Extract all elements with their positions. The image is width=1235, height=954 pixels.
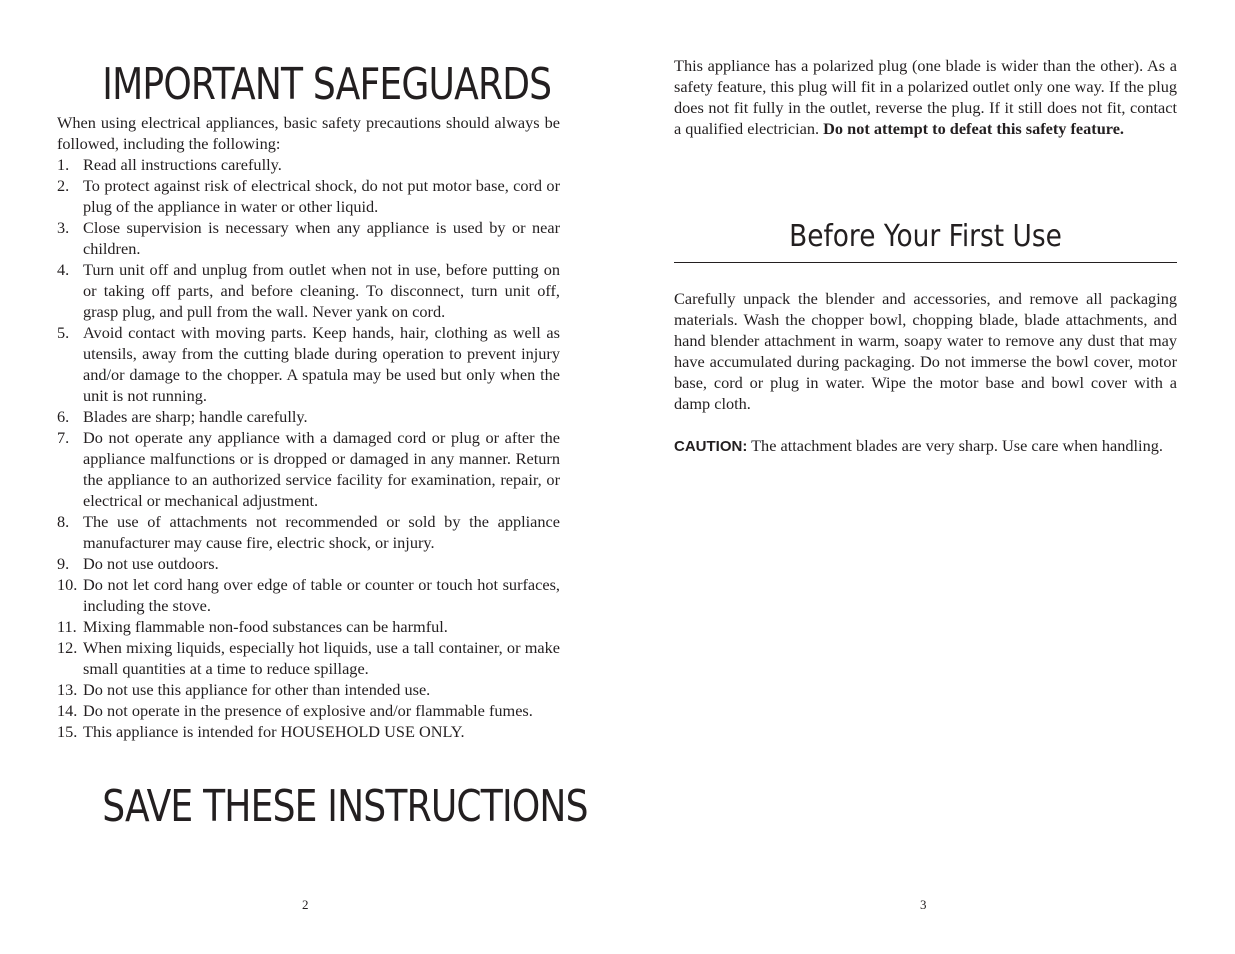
- item-number: 2.: [57, 176, 70, 195]
- caution-label: CAUTION:: [674, 438, 748, 455]
- list-item: [57, 574, 560, 616]
- section-title: Before Your First Use: [789, 219, 1062, 254]
- list-item: [57, 175, 560, 217]
- list-item: [57, 154, 560, 175]
- list-item: [57, 637, 560, 679]
- polarized-plug-paragraph: [674, 55, 1177, 139]
- item-number: 14.: [57, 701, 78, 720]
- item-number: 3.: [57, 218, 70, 237]
- list-item: [57, 700, 560, 721]
- list-item: [57, 217, 560, 259]
- list-item: [57, 721, 560, 742]
- unpack-paragraph: Carefully unpack the blender and accessories, and remove all packaging materials. Wash the chopper bowl, chopping blade, blade attachments, and hand blender attachment in warm, soapy water to remove any dust that may have accumulated during packaging. Do not immerse the bowl cover, motor base, cord or plug in water. Wipe the motor base and bowl cover with a damp cloth.: [674, 289, 1177, 413]
- plug-text: This appliance has a polarized plug (one blade is wider than the other). As a safety feature, this plug will fit in a polarized outlet only one way. If the plug does not fit fully in the outlet, reverse the plug. If it still does not fit, contact a qualified electrician.: [674, 56, 1177, 138]
- item-text: Blades are sharp; handle carefully.: [83, 407, 308, 426]
- item-number: 5.: [57, 323, 70, 342]
- item-text: Do not operate in the presence of explosive and/or flammable fumes.: [83, 701, 533, 720]
- item-number: 15.: [57, 722, 78, 741]
- item-text: Close supervision is necessary when any appliance is used by or near children.: [83, 218, 560, 258]
- item-text: Read all instructions carefully.: [83, 155, 282, 174]
- item-text: Mixing flammable non-food substances can be harmful.: [83, 617, 448, 636]
- section-divider: [674, 262, 1177, 263]
- item-text: The use of attachments not recommended or sold by the appliance manufacturer may cause fire, electric shock, or injury.: [83, 512, 560, 552]
- list-item: [57, 679, 560, 700]
- item-number: 10.: [57, 575, 78, 594]
- list-item: [57, 616, 560, 637]
- item-number: 8.: [57, 512, 70, 531]
- left-page: [57, 0, 588, 954]
- list-item: [57, 322, 560, 406]
- item-number: 4.: [57, 260, 70, 279]
- safeguards-intro: When using electrical appliances, basic safety precautions should always be followed, including the following:: [57, 113, 560, 153]
- item-number: 13.: [57, 680, 78, 699]
- item-text: Turn unit off and unplug from outlet when not in use, before putting on or taking off parts, and before cleaning. To disconnect, turn unit off, grasp plug, and pull from the wall. Never yank on cord.: [83, 260, 560, 321]
- item-text: Do not use this appliance for other than intended use.: [83, 680, 431, 699]
- item-text: Do not operate any appliance with a damaged cord or plug or after the appliance malfunctions or is dropped or damaged in any manner. Return the appliance to an authorized service facility for examination, repair, or electrical or mechanical adjustment.: [83, 428, 560, 510]
- item-text: Avoid contact with moving parts. Keep hands, hair, clothing as well as utensils, away from the cutting blade during operation to prevent injury and/or damage to the chopper. A spatula may be used but only when the unit is not running.: [83, 323, 560, 405]
- save-instructions-title: SAVE THESE INSTRUCTIONS: [102, 781, 588, 832]
- plug-warning: Do not attempt to defeat this safety feature.: [823, 119, 1125, 138]
- list-item: [57, 553, 560, 574]
- caution-paragraph: [674, 435, 1177, 457]
- item-text: When mixing liquids, especially hot liquids, use a tall container, or make small quantities at a time to reduce spillage.: [83, 638, 560, 678]
- item-number: 6.: [57, 407, 70, 426]
- item-number: 12.: [57, 638, 78, 657]
- item-number: 1.: [57, 155, 70, 174]
- item-text: To protect against risk of electrical shock, do not put motor base, cord or plug of the appliance in water or other liquid.: [83, 176, 560, 216]
- list-item: [57, 406, 560, 427]
- list-item: [57, 259, 560, 322]
- safeguards-title: IMPORTANT SAFEGUARDS: [102, 59, 552, 110]
- right-page: [674, 0, 1177, 954]
- list-item: [57, 427, 560, 511]
- page-number: 2: [302, 897, 309, 912]
- item-text: Do not let cord hang over edge of table or counter or touch hot surfaces, including the stove.: [83, 575, 560, 615]
- item-text: This appliance is intended for HOUSEHOLD USE ONLY.: [83, 722, 465, 741]
- item-number: 11.: [57, 617, 77, 636]
- caution-text: The attachment blades are very sharp. Use care when handling.: [747, 436, 1163, 455]
- item-text: Do not use outdoors.: [83, 554, 219, 573]
- page-number: 3: [920, 897, 927, 912]
- safeguards-list: [57, 154, 560, 742]
- list-item: [57, 511, 560, 553]
- item-number: 7.: [57, 428, 70, 447]
- item-number: 9.: [57, 554, 70, 573]
